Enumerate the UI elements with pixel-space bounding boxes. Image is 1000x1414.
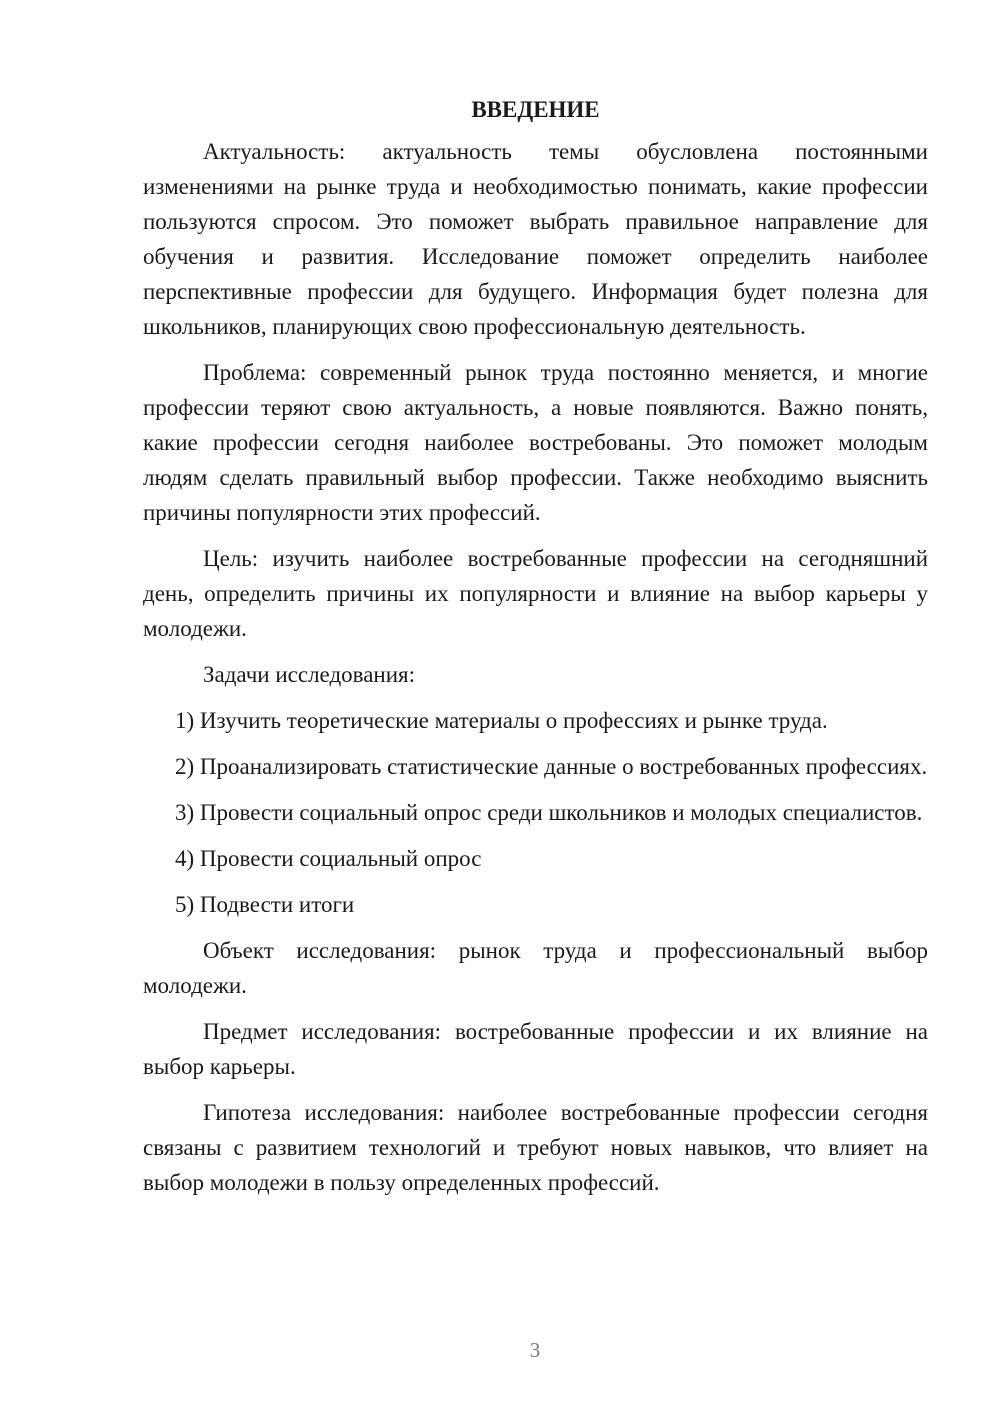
tasks-title: Задачи исследования: <box>203 662 416 687</box>
paragraph-goal: Цель: изучить наиболее востребованные профессии на сегодняшний день, определить причины их популярности и влияние на выбор карьеры у молодежи. <box>143 546 928 641</box>
task-item-4: 4) Провести социальный опрос <box>175 846 482 871</box>
paragraph-relevance: Актуальность: актуальность темы обусловлена постоянными изменениями на рынке труда и необходимостью понимать, какие профессии пользуются спросом. Это поможет выбрать правильное направление для обучения и развития. Исследование поможет определить наиболее перспективные профессии для будущего. Информация будет полезна для школьников, планирующих свою профессиональную деятельность. <box>143 139 928 339</box>
task-item-1: 1) Изучить теоретические материалы о профессиях и рынке труда. <box>175 708 828 733</box>
paragraph-problem: Проблема: современный рынок труда постоянно меняется, и многие профессии теряют свою актуальность, а новые появляются. Важно понять, какие профессии сегодня наиболее востребованы. Это поможет молодым людям сделать правильный выбор профессии. Также необходимо выяснить причины популярности этих профессий. <box>143 360 928 525</box>
task-item-2: 2) Проанализировать статистические данные о востребованных профессиях. <box>175 754 928 779</box>
task-item-3: 3) Провести социальный опрос среди школьников и молодых специалистов. <box>175 800 923 825</box>
page-number: 3 <box>529 1338 541 1362</box>
paragraph-subject: Предмет исследования: востребованные профессии и их влияние на выбор карьеры. <box>143 1019 928 1079</box>
page-title: ВВЕДЕНИЕ <box>471 97 600 122</box>
task-item-5: 5) Подвести итоги <box>175 892 355 917</box>
page-content <box>143 92 928 1211</box>
paragraph-object: Объект исследования: рынок труда и профессиональный выбор молодежи. <box>143 938 928 998</box>
paragraph-hypothesis: Гипотеза исследования: наиболее востребованные профессии сегодня связаны с развитием технологий и требуют новых навыков, что влияет на выбор молодежи в пользу определенных профессий. <box>143 1100 928 1195</box>
